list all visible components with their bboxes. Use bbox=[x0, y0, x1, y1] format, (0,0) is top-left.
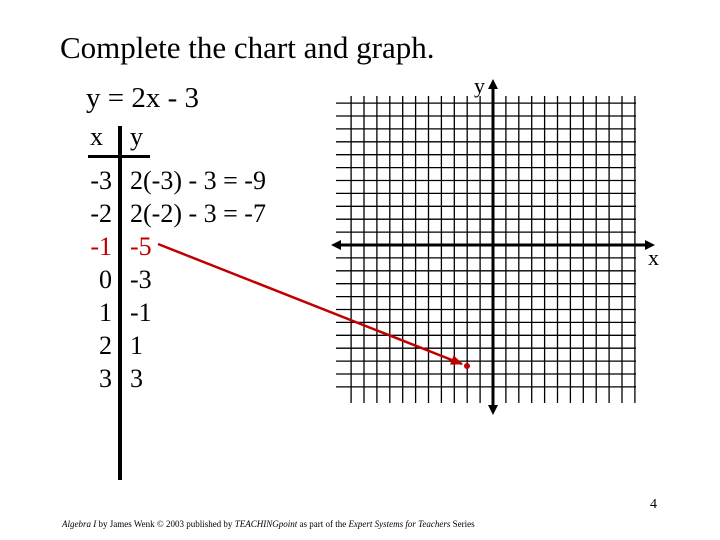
table-x-header: x bbox=[90, 122, 103, 151]
page-number: 4 bbox=[650, 497, 657, 512]
y-value: 2(-3) - 3 = -9 bbox=[130, 166, 266, 195]
grid-lines bbox=[336, 96, 636, 403]
x-value: 1 bbox=[99, 298, 112, 327]
footer-text: Series bbox=[450, 519, 475, 529]
table-y-header: y bbox=[130, 122, 143, 151]
footer-credit bbox=[62, 519, 475, 529]
x-value: -3 bbox=[90, 166, 112, 195]
annotation-arrow bbox=[158, 244, 462, 364]
x-value: 0 bbox=[99, 265, 112, 294]
footer-publisher: TEACHINGpoint bbox=[234, 519, 298, 529]
y-value-highlighted: -5 bbox=[130, 232, 152, 261]
x-value: -2 bbox=[90, 199, 112, 228]
footer-text: by James Wenk © 2003 published by bbox=[96, 519, 235, 529]
y-value: 1 bbox=[130, 331, 143, 360]
x-value-highlighted: -1 bbox=[90, 232, 112, 261]
y-value: 3 bbox=[130, 364, 143, 393]
x-value: 3 bbox=[99, 364, 112, 393]
y-value: -3 bbox=[130, 265, 152, 294]
x-value: 2 bbox=[99, 331, 112, 360]
footer-text: as part of the bbox=[297, 519, 349, 529]
y-axis-label: y bbox=[474, 73, 485, 98]
y-value: -1 bbox=[130, 298, 152, 327]
footer-book-title: Algebra I bbox=[62, 519, 97, 529]
footer-series: Expert Systems for Teachers bbox=[348, 519, 451, 529]
page-title: Complete the chart and graph. bbox=[60, 30, 435, 65]
x-axis-label: x bbox=[648, 245, 659, 270]
equation: y = 2x - 3 bbox=[86, 82, 200, 114]
y-value: 2(-2) - 3 = -7 bbox=[130, 199, 266, 228]
plotted-point bbox=[464, 363, 470, 369]
